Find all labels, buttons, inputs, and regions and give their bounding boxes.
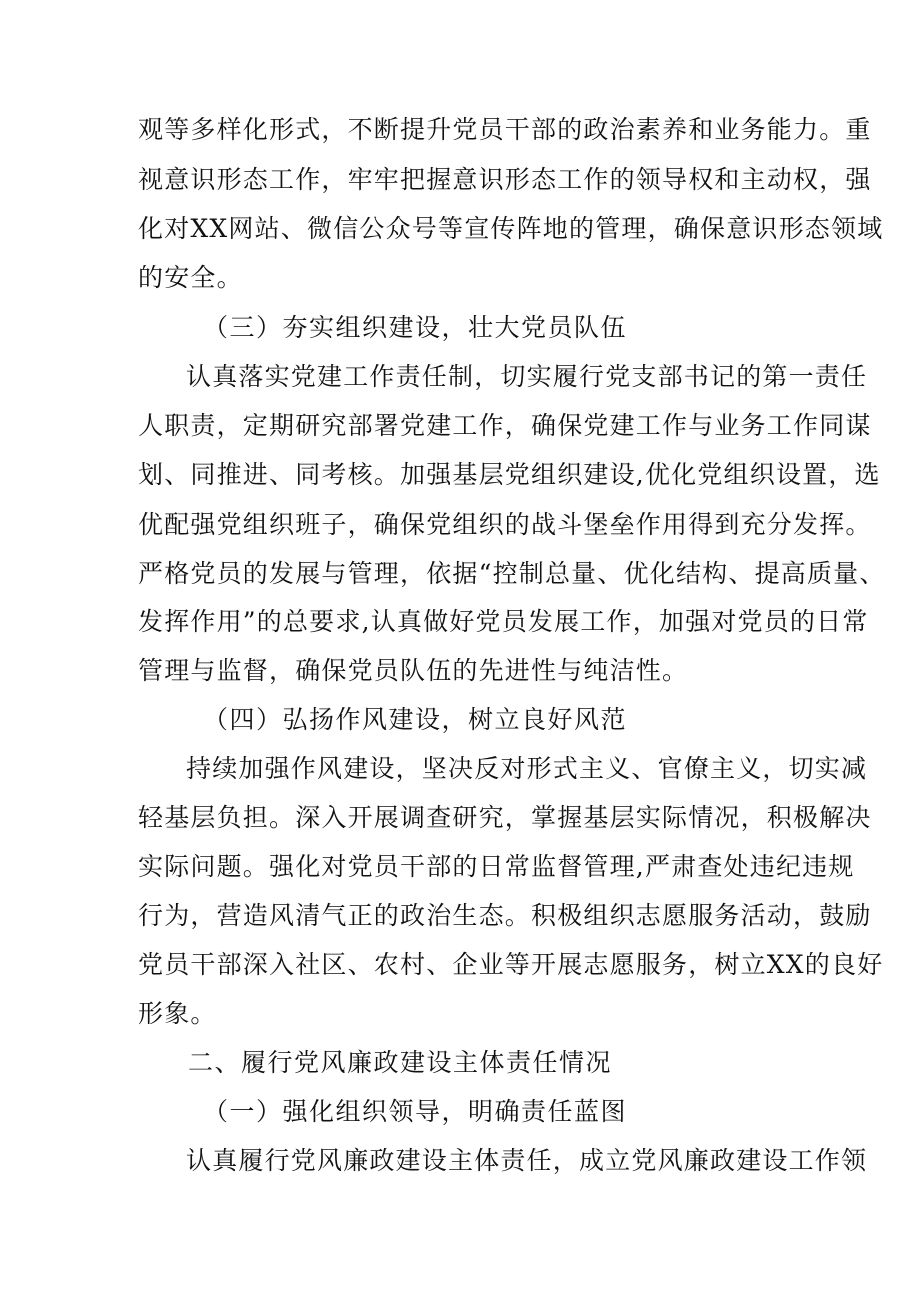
paragraph-line: 持续加强作风建设，坚决反对形式主义、官僚主义，切实减 (186, 754, 868, 783)
paragraph-line: 轻基层负担。深入开展调查研究，掌握基层实际情况，积极解决 (138, 803, 872, 832)
paragraph-line: 化对XX网站、微信公众号等宣传阵地的管理，确保意识形态领域 (138, 214, 884, 243)
paragraph-line: 严格党员的发展与管理，依据“控制总量、优化结构、提高质量、 (138, 559, 886, 588)
section-heading: （四）弘扬作风建设，树立良好风范 (203, 705, 628, 734)
paragraph-line: 实际问题。强化对党员干部的日常监督管理,严肃查处违纪违规 (138, 852, 855, 881)
section-heading: （三）夯实组织建设，壮大党员队伍 (203, 313, 628, 342)
paragraph-line: 观等多样化形式，不断提升党员干部的政治素养和业务能力。重 (138, 115, 872, 144)
paragraph-line: 划、同推进、同考核。加强基层党组织建设,优化党组织设置，选 (138, 460, 881, 489)
paragraph-line: 形象。 (138, 999, 217, 1028)
paragraph-line: 认真履行党风廉政建设主体责任，成立党风廉政建设工作领 (186, 1146, 868, 1175)
paragraph-line: 的安全。 (138, 263, 243, 292)
paragraph-line: 优配强党组织班子，确保党组织的战斗堡垒作用得到充分发挥。 (138, 510, 872, 539)
section-title: 二、履行党风廉政建设主体责任情况 (188, 1048, 613, 1077)
paragraph-line: 视意识形态工作，牢牢把握意识形态工作的领导权和主动权，强 (138, 165, 872, 194)
paragraph-line: 发挥作用”的总要求,认真做好党员发展工作，加强对党员的日常 (138, 607, 869, 636)
paragraph-line: 管理与监督，确保党员队伍的先进性与纯洁性。 (138, 656, 689, 685)
paragraph-line: 认真落实党建工作责任制，切实履行党支部书记的第一责任 (186, 362, 868, 391)
paragraph-line: 行为，营造风清气正的政治生态。积极组织志愿服务活动，鼓励 (138, 901, 872, 930)
paragraph-line: 人职责，定期研究部署党建工作，确保党建工作与业务工作同谋 (138, 411, 872, 440)
section-heading: （一）强化组织领导，明确责任蓝图 (203, 1097, 628, 1126)
paragraph-line: 党员干部深入社区、农村、企业等开展志愿服务，树立XX的良好 (138, 950, 884, 979)
